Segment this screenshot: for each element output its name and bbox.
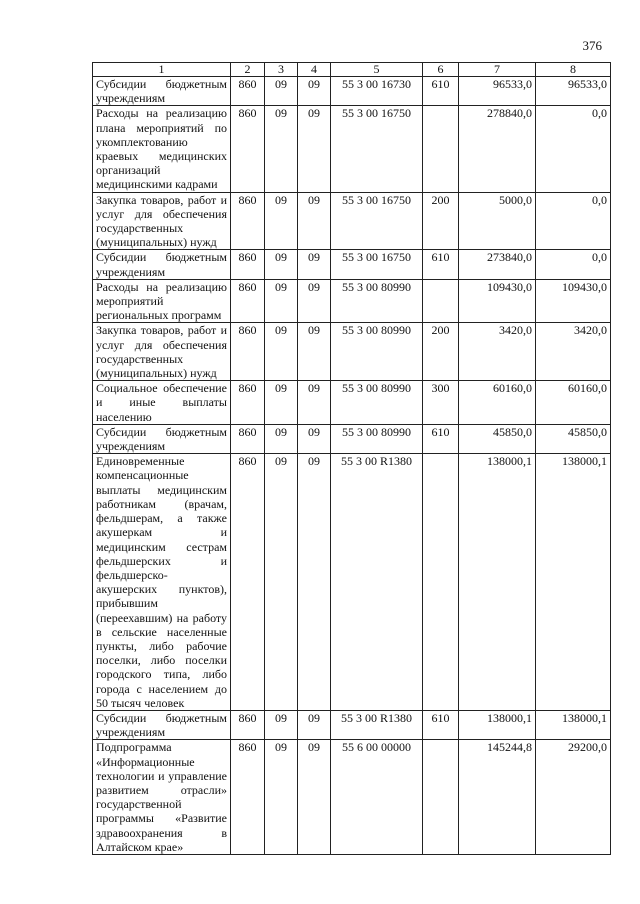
row-amount-1: 60160,0	[459, 381, 536, 425]
row-section-code: 09	[265, 454, 298, 711]
table-row	[93, 381, 611, 425]
row-target-article: 55 3 00 80990	[331, 381, 423, 425]
row-name: Расходы на реализацию мероприятий региональных программ	[93, 279, 231, 323]
row-expense-type: 300	[423, 381, 459, 425]
column-header: 2	[231, 63, 265, 77]
row-amount-2: 0,0	[536, 106, 611, 192]
row-name: Субсидии бюджетным учреждениям	[93, 710, 231, 739]
row-ministry-code: 860	[231, 192, 265, 250]
row-ministry-code: 860	[231, 710, 265, 739]
row-amount-1: 273840,0	[459, 250, 536, 279]
table-row	[93, 279, 611, 323]
row-section-code: 09	[265, 250, 298, 279]
row-expense-type: 610	[423, 77, 459, 106]
table-row	[93, 710, 611, 739]
row-subsection-code: 09	[298, 323, 331, 381]
row-amount-2: 60160,0	[536, 381, 611, 425]
row-expense-type: 610	[423, 250, 459, 279]
row-subsection-code: 09	[298, 454, 331, 711]
row-expense-type: 610	[423, 424, 459, 453]
row-section-code: 09	[265, 710, 298, 739]
row-subsection-code: 09	[298, 381, 331, 425]
row-amount-2: 138000,1	[536, 710, 611, 739]
row-target-article: 55 3 00 R1380	[331, 710, 423, 739]
row-amount-1: 138000,1	[459, 710, 536, 739]
page-number: 376	[582, 38, 602, 53]
row-amount-1: 138000,1	[459, 454, 536, 711]
row-expense-type	[423, 106, 459, 192]
row-amount-1: 145244,8	[459, 740, 536, 855]
row-amount-2: 109430,0	[536, 279, 611, 323]
row-name: Расходы на реализацию плана мероприятий по укомплектованию краевых медицинских организаций медицинскими кадрами	[93, 106, 231, 192]
row-ministry-code: 860	[231, 454, 265, 711]
row-subsection-code: 09	[298, 250, 331, 279]
row-name: Социальное обеспечение и иные выплаты населению	[93, 381, 231, 425]
column-header: 8	[536, 63, 611, 77]
row-amount-1: 3420,0	[459, 323, 536, 381]
row-ministry-code: 860	[231, 250, 265, 279]
row-target-article: 55 3 00 80990	[331, 279, 423, 323]
row-subsection-code: 09	[298, 106, 331, 192]
row-section-code: 09	[265, 192, 298, 250]
row-amount-2: 0,0	[536, 250, 611, 279]
row-section-code: 09	[265, 381, 298, 425]
row-expense-type: 610	[423, 710, 459, 739]
row-section-code: 09	[265, 424, 298, 453]
row-name: Подпрограмма «Информационные технологии и управление развитием отрасли» государственной программы «Развитие здравоохранения в Алтайском крае»	[93, 740, 231, 855]
row-amount-2: 96533,0	[536, 77, 611, 106]
row-ministry-code: 860	[231, 106, 265, 192]
column-header: 4	[298, 63, 331, 77]
table-row	[93, 106, 611, 192]
row-section-code: 09	[265, 279, 298, 323]
row-section-code: 09	[265, 77, 298, 106]
row-subsection-code: 09	[298, 77, 331, 106]
row-subsection-code: 09	[298, 740, 331, 855]
table-row	[93, 250, 611, 279]
table-row	[93, 192, 611, 250]
column-header: 5	[331, 63, 423, 77]
row-section-code: 09	[265, 740, 298, 855]
row-ministry-code: 860	[231, 77, 265, 106]
row-amount-1: 5000,0	[459, 192, 536, 250]
row-name: Субсидии бюджетным учреждениям	[93, 77, 231, 106]
row-expense-type	[423, 279, 459, 323]
row-subsection-code: 09	[298, 710, 331, 739]
row-amount-2: 138000,1	[536, 454, 611, 711]
column-header: 6	[423, 63, 459, 77]
row-target-article: 55 3 00 80990	[331, 323, 423, 381]
row-name: Единовременные компенсационные выплаты медицинским работникам (врачам, фельдшерам, а также акушеркам и медицинским сестрам фельдшерских и фельдшерско-акушерских пунктов), прибывшим (переехавшим) на работу в сельские населенные пункты, либо рабочие поселки, либо поселки городского типа, либо города с населением до 50 тысяч человек	[93, 454, 231, 711]
row-amount-1: 96533,0	[459, 77, 536, 106]
row-expense-type	[423, 454, 459, 711]
row-target-article: 55 3 00 80990	[331, 424, 423, 453]
row-subsection-code: 09	[298, 424, 331, 453]
row-name: Субсидии бюджетным учреждениям	[93, 250, 231, 279]
row-amount-2: 29200,0	[536, 740, 611, 855]
column-header: 7	[459, 63, 536, 77]
row-ministry-code: 860	[231, 381, 265, 425]
row-amount-2: 0,0	[536, 192, 611, 250]
row-ministry-code: 860	[231, 424, 265, 453]
column-header: 3	[265, 63, 298, 77]
row-name: Закупка товаров, работ и услуг для обеспечения государственных (муниципальных) нужд	[93, 192, 231, 250]
table-row	[93, 454, 611, 711]
row-amount-1: 45850,0	[459, 424, 536, 453]
row-target-article: 55 6 00 00000	[331, 740, 423, 855]
row-target-article: 55 3 00 16750	[331, 192, 423, 250]
row-expense-type: 200	[423, 192, 459, 250]
row-target-article: 55 3 00 R1380	[331, 454, 423, 711]
table-row	[93, 424, 611, 453]
row-expense-type: 200	[423, 323, 459, 381]
table-header-row	[93, 63, 611, 77]
row-amount-2: 45850,0	[536, 424, 611, 453]
row-section-code: 09	[265, 106, 298, 192]
row-subsection-code: 09	[298, 279, 331, 323]
row-amount-2: 3420,0	[536, 323, 611, 381]
table-row	[93, 323, 611, 381]
budget-table	[92, 62, 611, 855]
column-header: 1	[93, 63, 231, 77]
row-name: Субсидии бюджетным учреждениям	[93, 424, 231, 453]
row-target-article: 55 3 00 16750	[331, 250, 423, 279]
row-ministry-code: 860	[231, 323, 265, 381]
row-amount-1: 278840,0	[459, 106, 536, 192]
row-ministry-code: 860	[231, 279, 265, 323]
row-section-code: 09	[265, 323, 298, 381]
row-amount-1: 109430,0	[459, 279, 536, 323]
row-target-article: 55 3 00 16750	[331, 106, 423, 192]
row-ministry-code: 860	[231, 740, 265, 855]
row-expense-type	[423, 740, 459, 855]
table-row	[93, 740, 611, 855]
row-target-article: 55 3 00 16730	[331, 77, 423, 106]
row-subsection-code: 09	[298, 192, 331, 250]
row-name: Закупка товаров, работ и услуг для обеспечения государственных (муниципальных) нужд	[93, 323, 231, 381]
table-row	[93, 77, 611, 106]
